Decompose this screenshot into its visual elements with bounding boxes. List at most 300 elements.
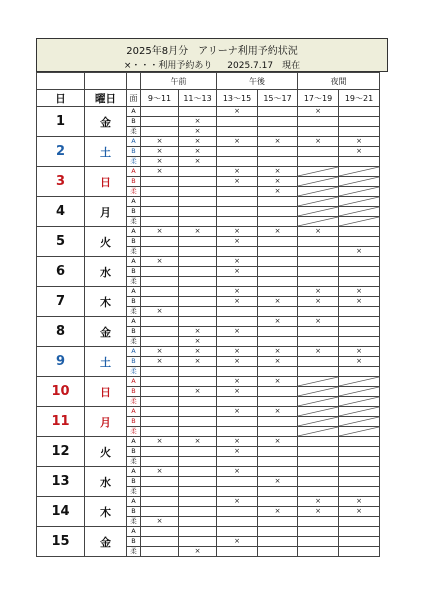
slot-cell xyxy=(217,137,258,147)
header-slot: 17～19 xyxy=(298,90,339,107)
table-row xyxy=(37,347,380,357)
slot-cell xyxy=(179,287,217,297)
table-row xyxy=(37,167,380,177)
slot-cell xyxy=(258,317,298,327)
slot-cell xyxy=(339,297,380,307)
weekday-label: 木 xyxy=(85,287,127,317)
slot-cell xyxy=(298,537,339,547)
slot-cell xyxy=(179,497,217,507)
slot-cell xyxy=(339,517,380,527)
slot-cell xyxy=(339,127,380,137)
slot-cell xyxy=(298,517,339,527)
reserved-mark: × xyxy=(274,507,281,515)
slot-cell xyxy=(339,507,380,517)
reserved-mark: × xyxy=(315,227,321,235)
table-row xyxy=(37,317,380,327)
hatch-mark xyxy=(298,207,338,216)
closed-slot-cell xyxy=(339,377,380,387)
reserved-mark: × xyxy=(156,467,163,475)
slot-cell xyxy=(298,507,339,517)
slot-cell xyxy=(298,137,339,147)
subtitle-line xyxy=(37,58,387,71)
slot-cell xyxy=(141,217,179,227)
reserved-mark: × xyxy=(234,467,240,475)
slot-cell xyxy=(179,457,217,467)
header-row-slots xyxy=(37,90,380,107)
slot-cell xyxy=(258,357,298,367)
slot-cell xyxy=(141,297,179,307)
slot-cell xyxy=(141,437,179,447)
reserved-mark: × xyxy=(274,357,281,365)
table-row xyxy=(37,527,380,537)
slot-cell xyxy=(179,317,217,327)
reserved-mark: × xyxy=(274,407,281,415)
reserved-mark: × xyxy=(156,167,163,175)
slot-cell xyxy=(141,477,179,487)
reserved-mark: × xyxy=(274,347,281,355)
day-number: 9 xyxy=(37,347,85,377)
reserved-mark: × xyxy=(234,167,240,175)
slot-cell xyxy=(298,117,339,127)
slot-cell xyxy=(339,337,380,347)
slot-cell xyxy=(141,147,179,157)
header-slot: 9～11 xyxy=(141,90,179,107)
slot-cell xyxy=(339,347,380,357)
table-row xyxy=(37,137,380,147)
day-number: 11 xyxy=(37,407,85,437)
hatch-mark xyxy=(339,207,379,216)
slot-cell xyxy=(179,417,217,427)
facility-label: 柔 xyxy=(127,127,141,137)
slot-cell xyxy=(258,397,298,407)
facility-label: B xyxy=(127,387,141,397)
reserved-mark: × xyxy=(156,437,163,445)
facility-label: A xyxy=(127,407,141,417)
weekday-label: 日 xyxy=(85,377,127,407)
closed-slot-cell xyxy=(339,217,380,227)
weekday-label: 金 xyxy=(85,527,127,557)
day-number: 5 xyxy=(37,227,85,257)
slot-cell xyxy=(179,537,217,547)
hatch-mark xyxy=(339,427,379,436)
closed-slot-cell xyxy=(298,427,339,437)
slot-cell xyxy=(217,477,258,487)
reserved-mark: × xyxy=(356,347,362,355)
day-number: 13 xyxy=(37,467,85,497)
reserved-mark: × xyxy=(356,297,362,305)
slot-cell xyxy=(217,197,258,207)
slot-cell xyxy=(179,367,217,377)
slot-cell xyxy=(141,277,179,287)
slot-cell xyxy=(141,547,179,557)
slot-cell xyxy=(217,487,258,497)
weekday-label: 日 xyxy=(85,167,127,197)
slot-cell xyxy=(217,107,258,117)
as-of-date: 2025.7.17 現在 xyxy=(227,61,301,71)
reserved-mark: × xyxy=(194,347,201,355)
header-slot: 13～15 xyxy=(217,90,258,107)
reserved-mark: × xyxy=(156,227,163,235)
hatch-mark xyxy=(298,377,338,386)
table-row xyxy=(37,437,380,447)
reserved-mark: × xyxy=(156,257,163,265)
slot-cell xyxy=(217,297,258,307)
slot-cell xyxy=(179,327,217,337)
slot-cell xyxy=(298,147,339,157)
slot-cell xyxy=(339,547,380,557)
slot-cell xyxy=(298,497,339,507)
reserved-mark: × xyxy=(356,137,362,145)
slot-cell xyxy=(141,537,179,547)
weekday-label: 火 xyxy=(85,227,127,257)
group-night: 夜間 xyxy=(298,73,380,90)
slot-cell xyxy=(258,217,298,227)
slot-cell xyxy=(217,357,258,367)
slot-cell xyxy=(217,497,258,507)
slot-cell xyxy=(141,357,179,367)
slot-cell xyxy=(339,157,380,167)
slot-cell xyxy=(258,427,298,437)
reserved-mark: × xyxy=(274,187,281,195)
reserved-mark: × xyxy=(234,537,240,545)
weekday-label: 土 xyxy=(85,347,127,377)
reserved-mark: × xyxy=(194,437,201,445)
facility-label: 柔 xyxy=(127,157,141,167)
closed-slot-cell xyxy=(298,387,339,397)
facility-label: A xyxy=(127,167,141,177)
slot-cell xyxy=(141,287,179,297)
group-afternoon: 午後 xyxy=(217,73,298,90)
header-slot: 11～13 xyxy=(179,90,217,107)
weekday-label: 月 xyxy=(85,197,127,227)
slot-cell xyxy=(141,397,179,407)
slot-cell xyxy=(179,407,217,417)
slot-cell xyxy=(339,527,380,537)
table-row xyxy=(37,107,380,117)
slot-cell xyxy=(258,257,298,267)
reserved-mark: × xyxy=(234,107,240,115)
closed-slot-cell xyxy=(339,407,380,417)
slot-cell xyxy=(339,287,380,297)
slot-cell xyxy=(258,167,298,177)
weekday-label: 土 xyxy=(85,137,127,167)
weekday-label: 水 xyxy=(85,467,127,497)
slot-cell xyxy=(339,277,380,287)
slot-cell xyxy=(179,267,217,277)
slot-cell xyxy=(179,487,217,497)
reserved-mark: × xyxy=(234,137,240,145)
closed-slot-cell xyxy=(339,167,380,177)
slot-cell xyxy=(298,527,339,537)
hatch-mark xyxy=(298,417,338,426)
closed-slot-cell xyxy=(339,427,380,437)
table-row xyxy=(37,287,380,297)
slot-cell xyxy=(141,377,179,387)
slot-cell xyxy=(179,247,217,257)
slot-cell xyxy=(217,537,258,547)
slot-cell xyxy=(141,387,179,397)
slot-cell xyxy=(217,417,258,427)
slot-cell xyxy=(217,287,258,297)
slot-cell xyxy=(141,367,179,377)
closed-slot-cell xyxy=(339,187,380,197)
slot-cell xyxy=(179,527,217,537)
slot-cell xyxy=(179,227,217,237)
reserved-mark: × xyxy=(234,237,240,245)
slot-cell xyxy=(141,457,179,467)
hatch-mark xyxy=(298,177,338,186)
slot-cell xyxy=(141,257,179,267)
slot-cell xyxy=(179,117,217,127)
slot-cell xyxy=(141,407,179,417)
day-number: 6 xyxy=(37,257,85,287)
closed-slot-cell xyxy=(298,397,339,407)
facility-label: 柔 xyxy=(127,427,141,437)
table-row xyxy=(37,407,380,417)
slot-cell xyxy=(141,187,179,197)
hatch-mark xyxy=(339,407,379,416)
facility-label: B xyxy=(127,417,141,427)
slot-cell xyxy=(217,167,258,177)
slot-cell xyxy=(179,107,217,117)
slot-cell xyxy=(141,267,179,277)
slot-cell xyxy=(217,247,258,257)
reserved-mark: × xyxy=(315,107,321,115)
hatch-mark xyxy=(339,377,379,386)
slot-cell xyxy=(179,277,217,287)
slot-cell xyxy=(298,277,339,287)
facility-label: 柔 xyxy=(127,487,141,497)
slot-cell xyxy=(258,487,298,497)
slot-cell xyxy=(141,227,179,237)
slot-cell xyxy=(217,397,258,407)
closed-slot-cell xyxy=(298,217,339,227)
slot-cell xyxy=(258,227,298,237)
slot-cell xyxy=(298,237,339,247)
slot-cell xyxy=(339,107,380,117)
slot-cell xyxy=(258,187,298,197)
slot-cell xyxy=(217,337,258,347)
day-number: 14 xyxy=(37,497,85,527)
closed-slot-cell xyxy=(339,207,380,217)
slot-cell xyxy=(298,337,339,347)
slot-cell xyxy=(141,117,179,127)
slot-cell xyxy=(339,237,380,247)
reserved-mark: × xyxy=(274,477,281,485)
header-day: 日 xyxy=(37,90,85,107)
slot-cell xyxy=(217,427,258,437)
reserved-mark: × xyxy=(194,357,201,365)
slot-cell xyxy=(258,517,298,527)
slot-cell xyxy=(217,267,258,277)
reserved-mark: × xyxy=(194,547,201,555)
table-row xyxy=(37,497,380,507)
reserved-mark: × xyxy=(356,247,362,255)
reserved-mark: × xyxy=(356,507,362,515)
reserved-mark: × xyxy=(234,267,240,275)
slot-cell xyxy=(339,147,380,157)
slot-cell xyxy=(298,247,339,257)
slot-cell xyxy=(298,547,339,557)
facility-label: A xyxy=(127,317,141,327)
hatch-mark xyxy=(298,427,338,436)
slot-cell xyxy=(258,367,298,377)
slot-cell xyxy=(258,127,298,137)
slot-cell xyxy=(298,227,339,237)
reserved-mark: × xyxy=(156,307,163,315)
facility-label: B xyxy=(127,237,141,247)
sheet-title: 2025年8月分 アリーナ利用予約状況 xyxy=(126,46,298,57)
reserved-mark: × xyxy=(274,167,281,175)
slot-cell xyxy=(141,487,179,497)
slot-cell xyxy=(217,187,258,197)
slot-cell xyxy=(217,517,258,527)
slot-cell xyxy=(339,317,380,327)
slot-cell xyxy=(339,227,380,237)
slot-cell xyxy=(298,447,339,457)
closed-slot-cell xyxy=(298,197,339,207)
reserved-mark: × xyxy=(356,147,362,155)
hatch-mark xyxy=(298,387,338,396)
slot-cell xyxy=(298,347,339,357)
slot-cell xyxy=(179,377,217,387)
reserved-mark: × xyxy=(194,147,201,155)
slot-cell xyxy=(258,267,298,277)
slot-cell xyxy=(339,257,380,267)
slot-cell xyxy=(179,137,217,147)
facility-label: 柔 xyxy=(127,367,141,377)
slot-cell xyxy=(217,527,258,537)
facility-label: A xyxy=(127,377,141,387)
group-morning: 午前 xyxy=(141,73,217,90)
slot-cell xyxy=(179,197,217,207)
reserved-mark: × xyxy=(234,177,240,185)
slot-cell xyxy=(141,427,179,437)
reserved-mark: × xyxy=(194,327,201,335)
slot-cell xyxy=(179,477,217,487)
facility-label: A xyxy=(127,437,141,447)
header-facility: 面 xyxy=(127,90,141,107)
facility-label: B xyxy=(127,507,141,517)
slot-cell xyxy=(141,317,179,327)
reserved-mark: × xyxy=(274,377,281,385)
slot-cell xyxy=(217,467,258,477)
slot-cell xyxy=(141,467,179,477)
weekday-label: 水 xyxy=(85,257,127,287)
hatch-mark xyxy=(339,417,379,426)
table-row xyxy=(37,197,380,207)
slot-cell xyxy=(179,467,217,477)
slot-cell xyxy=(217,377,258,387)
slot-cell xyxy=(141,507,179,517)
slot-cell xyxy=(258,477,298,487)
slot-cell xyxy=(141,347,179,357)
day-number: 8 xyxy=(37,317,85,347)
closed-slot-cell xyxy=(298,187,339,197)
slot-cell xyxy=(339,357,380,367)
slot-cell xyxy=(217,207,258,217)
slot-cell xyxy=(217,157,258,167)
slot-cell xyxy=(141,517,179,527)
slot-cell xyxy=(298,357,339,367)
slot-cell xyxy=(339,497,380,507)
reserved-mark: × xyxy=(194,127,201,135)
slot-cell xyxy=(339,137,380,147)
slot-cell xyxy=(298,307,339,317)
reserved-mark: × xyxy=(194,137,201,145)
facility-label: A xyxy=(127,287,141,297)
reserved-mark: × xyxy=(234,287,240,295)
slot-cell xyxy=(141,177,179,187)
reserved-mark: × xyxy=(234,327,240,335)
reserved-mark: × xyxy=(234,227,240,235)
slot-cell xyxy=(179,507,217,517)
slot-cell xyxy=(179,187,217,197)
slot-cell xyxy=(141,337,179,347)
slot-cell xyxy=(141,307,179,317)
slot-cell xyxy=(339,537,380,547)
slot-cell xyxy=(179,127,217,137)
slot-cell xyxy=(298,287,339,297)
reserved-mark: × xyxy=(274,317,281,325)
table-row xyxy=(37,377,380,387)
facility-label: B xyxy=(127,447,141,457)
weekday-label: 月 xyxy=(85,407,127,437)
hatch-mark xyxy=(298,407,338,416)
facility-label: B xyxy=(127,357,141,367)
slot-cell xyxy=(141,497,179,507)
reservation-sheet xyxy=(36,38,388,558)
reserved-mark: × xyxy=(315,297,321,305)
slot-cell xyxy=(179,207,217,217)
reserved-mark: × xyxy=(194,117,201,125)
slot-cell xyxy=(339,467,380,477)
hatch-mark xyxy=(339,387,379,396)
header-row-groups xyxy=(37,73,380,90)
slot-cell xyxy=(258,507,298,517)
day-number: 3 xyxy=(37,167,85,197)
slot-cell xyxy=(179,517,217,527)
slot-cell xyxy=(217,347,258,357)
reserved-mark: × xyxy=(315,497,321,505)
reserved-mark: × xyxy=(234,297,240,305)
day-number: 4 xyxy=(37,197,85,227)
slot-cell xyxy=(258,437,298,447)
reserved-mark: × xyxy=(234,257,240,265)
slot-cell xyxy=(339,307,380,317)
slot-cell xyxy=(339,437,380,447)
slot-cell xyxy=(339,247,380,257)
slot-cell xyxy=(217,307,258,317)
reserved-mark: × xyxy=(156,157,163,165)
reserved-mark: × xyxy=(194,157,201,165)
facility-label: A xyxy=(127,467,141,477)
slot-cell xyxy=(141,447,179,457)
hatch-mark xyxy=(339,217,379,226)
slot-cell xyxy=(298,317,339,327)
slot-cell xyxy=(258,137,298,147)
day-number: 15 xyxy=(37,527,85,557)
table-row xyxy=(37,257,380,267)
slot-cell xyxy=(339,267,380,277)
reserved-mark: × xyxy=(274,137,281,145)
slot-cell xyxy=(258,157,298,167)
slot-cell xyxy=(339,457,380,467)
slot-cell xyxy=(258,247,298,257)
slot-cell xyxy=(141,107,179,117)
facility-label: A xyxy=(127,527,141,537)
facility-label: 柔 xyxy=(127,337,141,347)
